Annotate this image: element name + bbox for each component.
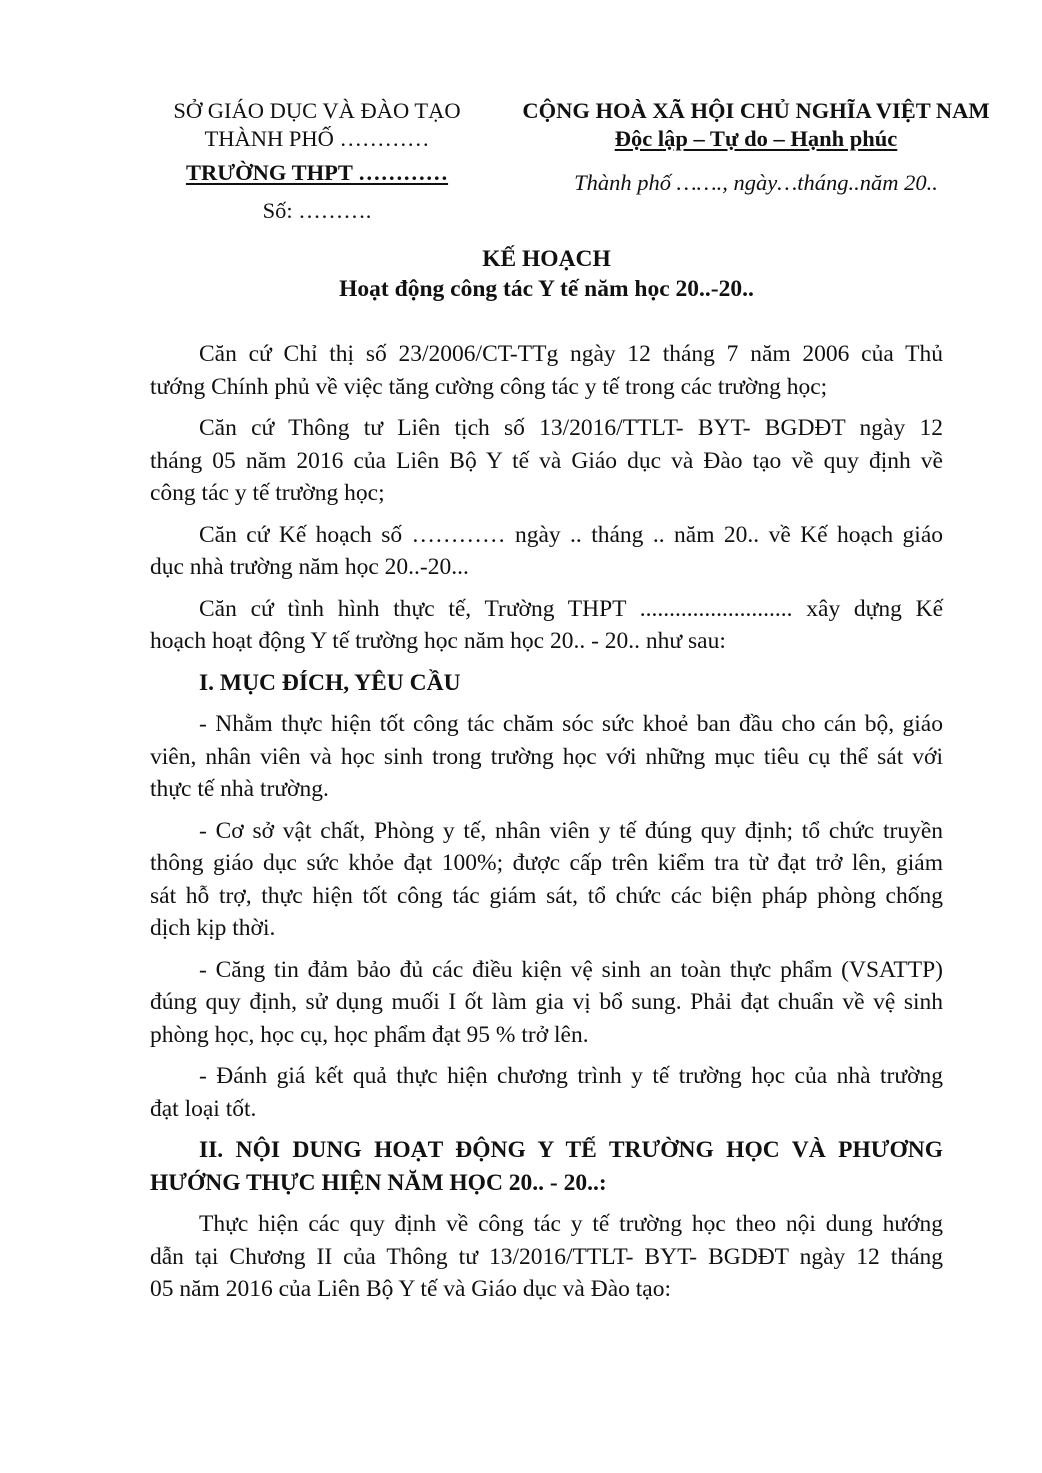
- legal-basis-1: [150, 338, 943, 403]
- section-1-item-4: [150, 1060, 943, 1125]
- city-name: THÀNH PHỐ …………: [204, 126, 430, 151]
- national-motto-text: Độc lập – Tự do – Hạnh phúc: [614, 126, 898, 151]
- school-name-text: TRƯỜNG THPT …………: [185, 160, 449, 185]
- text-line: tướng Chính phủ về việc tăng cường công tác y tế trong các trường học;: [150, 373, 828, 400]
- text-line: - Cơ sở vật chất, Phòng y tế, nhân viên y tế đúng quy định; tổ chức truyền: [199, 817, 943, 844]
- text-line: phòng học, học cụ, học phẩm đạt 95 % trở lên.: [150, 1021, 589, 1048]
- text-line: hoạch hoạt động Y tế trường học năm học 20.. - 20.. như sau:: [150, 628, 726, 654]
- text-line: Căn cứ tình hình thực tế, Trường THPT .......................... xây dựng Kế: [199, 595, 943, 622]
- text-line: thực tế nhà trường.: [150, 776, 329, 802]
- text-line: đúng quy định, sử dụng muối I ốt làm gia vị bổ sung. Phải đạt chuẩn về vệ sinh: [150, 989, 943, 1015]
- national-motto: [520, 124, 992, 154]
- text-line: dịch kịp thời.: [150, 915, 276, 941]
- legal-basis-3: [150, 519, 943, 584]
- nation-name: CỘNG HOÀ XÃ HỘI CHỦ NGHĨA VIỆT NAM: [522, 98, 990, 123]
- section-2-heading: [150, 1134, 943, 1199]
- text-line: viên, nhân viên và học sinh trong trường học với những mục tiêu cụ thể sát với: [150, 743, 943, 770]
- text-line: - Đánh giá kết quả thực hiện chương trình y tế trường học của nhà trường: [199, 1063, 943, 1089]
- document-title: KẾ HOẠCH: [482, 246, 611, 272]
- heading-line: II. NỘI DUNG HOẠT ĐỘNG Y TẾ TRƯỜNG HỌC VÀ PHƯƠNG: [199, 1137, 943, 1163]
- text-line: Căn cứ Chỉ thị số 23/2006/CT-TTg ngày 12 tháng 7 năm 2006 của Thủ: [199, 341, 943, 367]
- section-1-item-1: [150, 708, 943, 806]
- text-line: - Nhằm thực hiện tốt công tác chăm sóc sức khoẻ ban đầu cho cán bộ, giáo: [199, 711, 943, 737]
- text-line: Thực hiện các quy định về công tác y tế trường học theo nội dung hướng: [199, 1211, 943, 1237]
- text-line: tháng 05 năm 2016 của Liên Bộ Y tế và Giáo dục và Đào tạo về quy định về: [150, 447, 943, 474]
- section-1-item-2: [150, 815, 943, 945]
- text-line: 05 năm 2016 của Liên Bộ Y tế và Giáo dục và Đào tạo:: [150, 1276, 671, 1302]
- text-line: Căn cứ Kế hoạch số ………… ngày .. tháng .. năm 20.. về Kế hoạch giáo: [199, 521, 943, 548]
- legal-basis-4: [150, 593, 943, 658]
- text-line: dục nhà trường năm học 20..-20...: [150, 554, 469, 580]
- text-line: - Căng tin đảm bảo đủ các điều kiện vệ sinh an toàn thực phẩm (VSATTP): [199, 956, 943, 983]
- legal-basis-2: [150, 412, 943, 510]
- heading-line: HƯỚNG THỰC HIỆN NĂM HỌC 20.. - 20..:: [150, 1169, 607, 1196]
- text-line: đạt loại tốt.: [150, 1095, 257, 1122]
- document-subtitle: Hoạt động công tác Y tế năm học 20..-20..: [339, 276, 754, 302]
- place-and-date: Thành phố ……., ngày…tháng..năm 20..: [574, 170, 938, 195]
- department-name: SỞ GIÁO DỤC VÀ ĐÀO TẠO: [173, 98, 461, 123]
- document-number: Số: ……….: [262, 198, 372, 223]
- section-2-paragraph: [150, 1208, 943, 1306]
- school-name: [158, 158, 476, 188]
- text-line: công tác y tế trường học;: [150, 480, 385, 506]
- text-line: thông giáo dục sức khỏe đạt 100%; được cấp trên kiểm tra từ đạt trở lên, giám: [150, 850, 943, 876]
- text-line: dẫn tại Chương II của Thông tư 13/2016/TTLT- BYT- BGDĐT ngày 12 tháng: [150, 1243, 943, 1270]
- text-line: sát hỗ trợ, thực hiện tốt công tác giám sát, tổ chức các biện pháp phòng chống: [150, 882, 943, 909]
- section-1-heading: I. MỤC ĐÍCH, YÊU CẦU: [199, 669, 461, 696]
- text-line: Căn cứ Thông tư Liên tịch số 13/2016/TTLT- BYT- BGDĐT ngày 12: [199, 415, 943, 441]
- document-body: [150, 338, 943, 1306]
- section-1-item-3: [150, 954, 943, 1052]
